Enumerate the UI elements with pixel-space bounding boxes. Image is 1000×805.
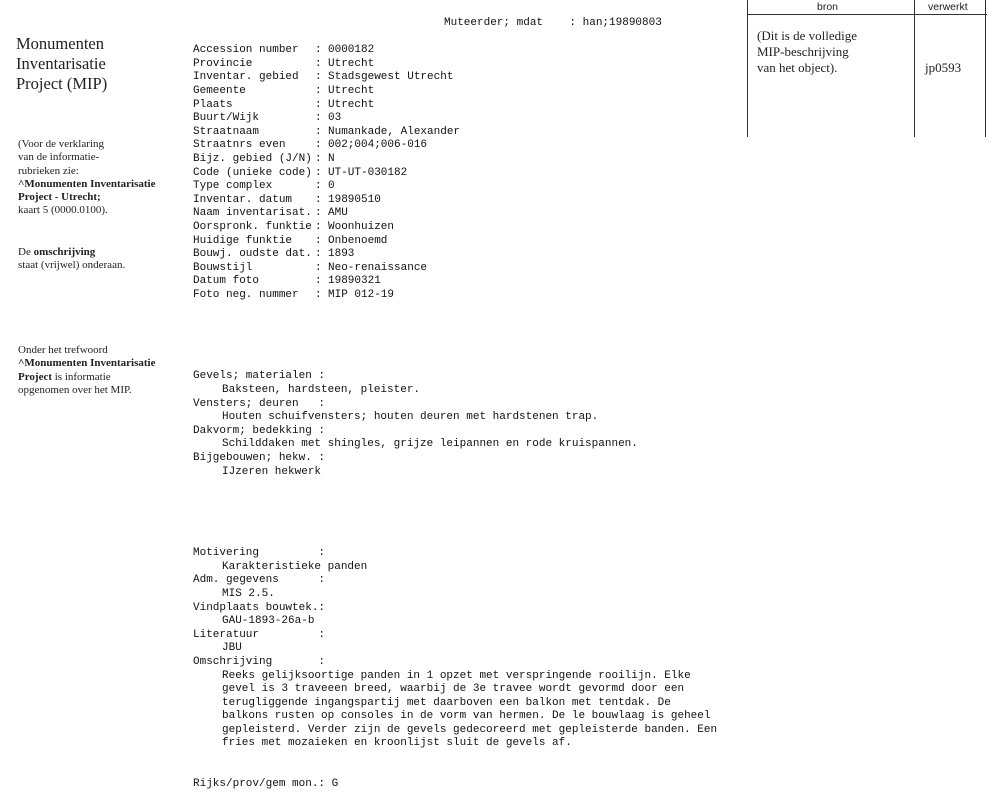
field-separator: : (315, 220, 322, 233)
field-label: Code (unieke code) (193, 166, 312, 179)
verwerkt-cell: jp0593 (925, 60, 962, 75)
field-label: Naam inventarisat. (193, 207, 312, 220)
section-heading: Vindplaats bouwtek.: (193, 601, 326, 614)
field-separator: : (315, 139, 322, 152)
section-text: fries met mozaieken en kroonlijst sluit de gevels af. (222, 737, 572, 750)
field-separator: : (315, 125, 322, 138)
section-text: Schilddaken met shingles, grijze leipannen en rode kruispannen. (222, 438, 638, 451)
bron-line: van het object). (757, 60, 838, 75)
muteerder-field: Muteerder; mdat : han;19890803 (444, 17, 662, 29)
field-value: Utrecht (328, 98, 375, 111)
field-value: 03 (328, 112, 342, 125)
bron-cell (757, 28, 857, 76)
section-text: Baksteen, hardsteen, pleister. (222, 384, 421, 397)
note-text: kaart 5 (0000.0100). (18, 204, 108, 217)
field-label: Accession number (193, 44, 299, 57)
note-text: is informatie (52, 370, 111, 383)
field-separator: : (315, 180, 322, 193)
field-label: Bijz. gebied (J/N) (193, 152, 312, 165)
field-row (193, 235, 717, 249)
field-value: 1893 (328, 248, 355, 261)
field-separator: : (315, 112, 322, 125)
col-header-bron: bron (817, 1, 839, 13)
field-row (193, 44, 717, 58)
note-text: staat (vrijwel) onderaan. (18, 259, 126, 272)
field-value: 002;004;006-016 (328, 139, 428, 152)
description-note (18, 246, 125, 273)
keyword-note (18, 344, 155, 397)
field-value: AMU (328, 207, 348, 220)
field-label: Gemeente (193, 84, 246, 97)
field-label: Foto neg. nummer (193, 288, 299, 301)
field-label: Bouwstijl (193, 261, 253, 274)
note-text: De (18, 246, 34, 258)
section-heading: Bijgebouwen; hekw. : (193, 452, 326, 464)
section-heading: Literatuur : (193, 628, 326, 641)
note-text: van de informatie- (18, 151, 100, 164)
field-row (193, 71, 717, 85)
field-separator: : (315, 207, 322, 220)
field-label: Provincie (193, 57, 253, 70)
note-bold-text: Project (18, 370, 52, 383)
field-row (193, 275, 717, 289)
field-label: Oorspronk. funktie (193, 220, 312, 233)
section-heading: Omschrijving : (193, 655, 326, 668)
section-text: gepleisterd. Verder zijn de gevels gedecoreerd met gepleisterde banden. Een (222, 723, 718, 736)
field-row (193, 221, 717, 235)
field-separator: : (315, 166, 322, 179)
section-heading: Adm. gegevens : (193, 574, 326, 587)
field-label: Type complex (193, 180, 273, 193)
field-row (193, 262, 717, 276)
field-label: Straatnrs even (193, 139, 286, 152)
section-text: terugliggende ingangspartij met daarboven een balkon met tentdak. De (222, 696, 671, 709)
note-text: Onder het trefwoord (18, 344, 108, 356)
field-separator: : (315, 98, 322, 111)
field-value: Numankade, Alexander (328, 125, 461, 138)
field-value: 0000182 (328, 44, 375, 57)
field-row (193, 139, 717, 153)
field-row (193, 126, 717, 140)
field-separator: : (315, 288, 322, 301)
section-heading: Gevels; materialen : (193, 370, 326, 383)
field-value: N (328, 152, 335, 165)
section-heading: Dakvorm; bedekking : (193, 424, 326, 437)
note-text: rubrieken zie: (18, 164, 79, 177)
section-text: Houten schuifvensters; houten deuren met hardstenen trap. (222, 411, 599, 424)
field-separator: : (315, 44, 322, 57)
field-row (193, 194, 717, 208)
field-separator: : (315, 234, 322, 247)
title-line: Project (MIP) (16, 74, 108, 93)
field-label: Buurt/Wijk (193, 112, 260, 125)
field-value: 19890321 (328, 275, 381, 288)
section-text: Reeks gelijksoortige panden in 1 opzet met verspringende rooilijn. Elke (222, 669, 691, 682)
left-column (16, 34, 181, 396)
field-row (193, 248, 717, 262)
section-list-1 (193, 370, 717, 479)
col-header-verwerkt: verwerkt (928, 1, 968, 13)
note-text: (Voor de verklaring (18, 138, 104, 150)
note-bold-text: omschrijving (33, 246, 96, 258)
section-heading: Motivering : (193, 547, 326, 560)
field-row (193, 153, 717, 167)
field-list (193, 44, 717, 302)
field-value: 19890510 (328, 193, 381, 206)
field-value: UT-UT-030182 (328, 166, 408, 179)
field-value: MIP 012-19 (328, 288, 395, 301)
field-row (193, 207, 717, 221)
field-value: Stadsgewest Utrecht (328, 71, 454, 84)
field-value: Utrecht (328, 57, 375, 70)
section-heading: Vensters; deuren : (193, 397, 326, 410)
field-value: 0 (328, 180, 335, 193)
field-label: Datum foto (193, 275, 260, 288)
section-text: gevel is 3 traveeen breed, waarbij de 3e travee wordt gevormd door een (222, 683, 685, 696)
field-separator: : (315, 275, 322, 288)
note-bold-text: ^Monumenten Inventarisatie (18, 357, 156, 370)
note-bold-text: ^Monumenten Inventarisatie (18, 177, 156, 190)
field-row (193, 289, 717, 303)
field-row (193, 85, 717, 99)
title-line: Inventarisatie (16, 54, 106, 73)
field-value: Neo-renaissance (328, 261, 428, 274)
section-text: JBU (222, 642, 242, 655)
field-label: Bouwj. oudste dat. (193, 248, 312, 261)
field-row (193, 58, 717, 72)
section-text: GAU-1893-26a-b (222, 615, 315, 628)
field-row (193, 99, 717, 113)
field-value: Onbenoemd (328, 234, 388, 247)
field-row (193, 112, 717, 126)
note-bold-text: Project - Utrecht; (18, 191, 101, 204)
field-label: Plaats (193, 98, 233, 111)
note-text: opgenomen over het MIP. (18, 383, 132, 396)
field-label: Straatnaam (193, 125, 260, 138)
field-label: Inventar. datum (193, 193, 293, 206)
section-text: Karakteristieke panden (222, 560, 368, 573)
field-separator: : (315, 261, 322, 274)
record-body (193, 17, 717, 805)
field-separator: : (315, 84, 322, 97)
field-value: Utrecht (328, 84, 375, 97)
explanation-note (18, 138, 155, 218)
final-line: Rijks/prov/gem mon.: G (193, 778, 339, 791)
section-text: IJzeren hekwerk (222, 465, 322, 478)
section-list-2 (193, 547, 717, 751)
field-separator: : (315, 152, 322, 165)
field-separator: : (315, 193, 322, 206)
section-text: MIS 2.5. (222, 587, 275, 600)
field-label: Inventar. gebied (193, 71, 299, 84)
bron-line: MIP-beschrijving (757, 44, 849, 59)
field-label: Huidige funktie (193, 234, 293, 247)
section-text: balkons rusten op consoles in de vorm van hermen. De le bouwlaag is geheel (222, 710, 711, 723)
field-row (193, 180, 717, 194)
source-table (747, 0, 987, 137)
field-separator: : (315, 248, 322, 261)
field-value: Woonhuizen (328, 220, 395, 233)
page-title (16, 34, 181, 94)
field-separator: : (315, 57, 322, 70)
title-line: Monumenten (16, 34, 104, 53)
bron-line: (Dit is de volledige (757, 28, 858, 43)
field-row (193, 167, 717, 181)
field-separator: : (315, 71, 322, 84)
